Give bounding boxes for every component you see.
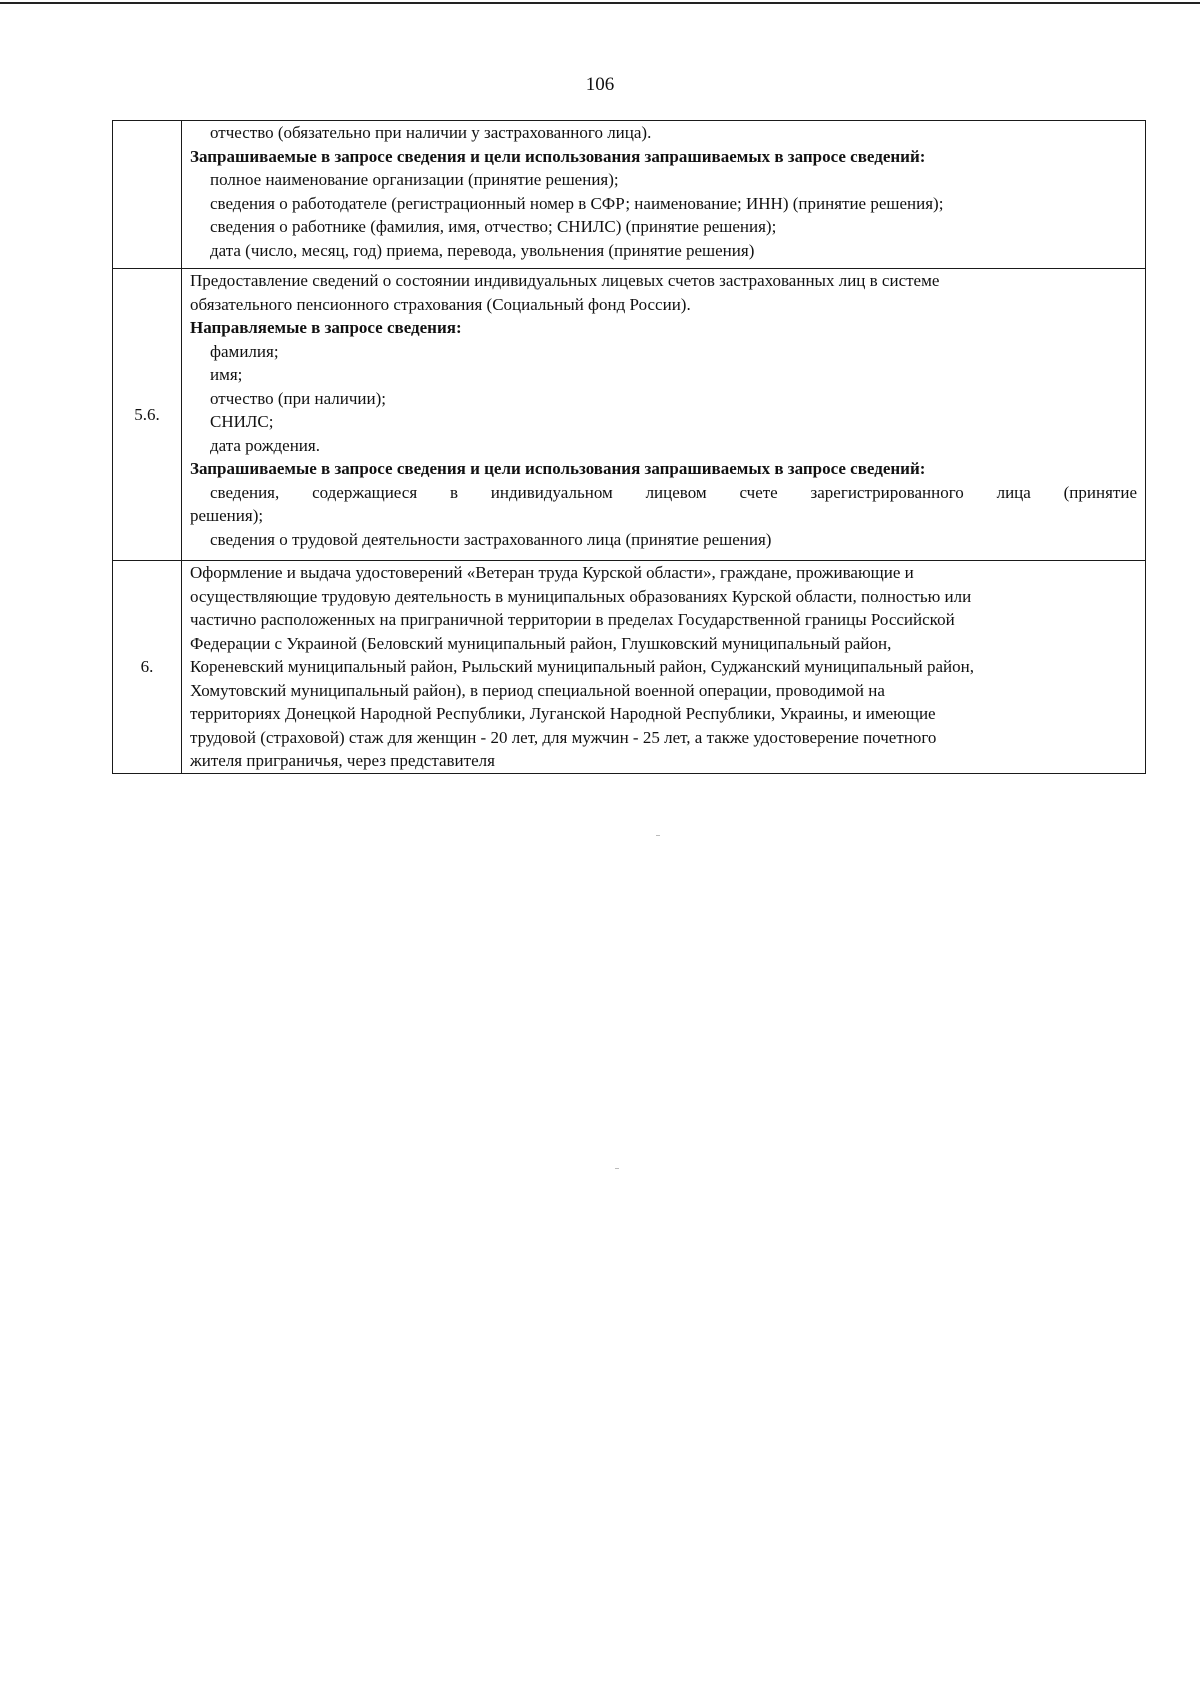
- content-line: Оформление и выдача удостоверений «Ветеран труда Курской области», граждане, проживающие и: [190, 563, 914, 582]
- content-line: имя;: [210, 365, 243, 384]
- section-heading: Запрашиваемые в запросе сведения и цели использования запрашиваемых в запросе сведений:: [190, 459, 926, 478]
- table-row: [113, 269, 1146, 561]
- section-heading: Направляемые в запросе сведения:: [190, 318, 462, 337]
- row-number: 5.6.: [113, 269, 182, 561]
- row-content: [182, 121, 1146, 269]
- content-line: частично расположенных на приграничной территории в пределах Государственной границы Российской: [190, 610, 955, 629]
- content-line: Федерации с Украиной (Беловский муниципальный район, Глушковский муниципальный район,: [190, 633, 892, 653]
- section-heading: Запрашиваемые в запросе сведения и цели использования запрашиваемых в запросе сведений:: [190, 146, 926, 166]
- document-table: [112, 120, 1146, 774]
- content-line: сведения, содержащиеся в индивидуальном лицевом счете зарегистрированного лица (принятие: [210, 482, 1137, 502]
- content-line: дата (число, месяц, год) приема, перевода, увольнения (принятие решения): [210, 240, 755, 260]
- content-line: СНИЛС;: [210, 412, 274, 431]
- row-number: 6.: [113, 561, 182, 774]
- content-line: территориях Донецкой Народной Республики, Луганской Народной Республики, Украины, и имеющие: [190, 704, 936, 723]
- row-content: [182, 561, 1146, 774]
- content-line: осуществляющие трудовую деятельность в муниципальных образованиях Курской области, полностью или: [190, 586, 972, 606]
- row-content: [182, 269, 1146, 561]
- content-line: отчество (при наличии);: [210, 388, 386, 408]
- content-line: отчество (обязательно при наличии у застрахованного лица).: [210, 123, 652, 142]
- content-line: фамилия;: [210, 341, 279, 361]
- content-line: Кореневский муниципальный район, Рыльский муниципальный район, Суджанский муниципальный район,: [190, 657, 974, 676]
- table-row: [113, 561, 1146, 774]
- table-row: [113, 121, 1146, 269]
- scan-speck: [656, 835, 660, 836]
- content-line: сведения о работнике (фамилия, имя, отчество; СНИЛС) (принятие решения);: [210, 217, 777, 236]
- content-line: трудовой (страховой) стаж для женщин - 20 лет, для мужчин - 25 лет, а также удостоверение почетного: [190, 727, 937, 747]
- row-number: [113, 121, 182, 269]
- content-line: полное наименование организации (принятие решения);: [210, 170, 619, 189]
- content-line: сведения о работодателе (регистрационный номер в СФР; наименование; ИНН) (принятие решения);: [210, 193, 944, 213]
- content-line: дата рождения.: [210, 435, 320, 455]
- content-line: решения);: [190, 506, 264, 525]
- page-number: 106: [585, 74, 615, 95]
- content-line: Хомутовский муниципальный район), в период специальной военной операции, проводимой на: [190, 680, 885, 700]
- content-line: сведения о трудовой деятельности застрахованного лица (принятие решения): [210, 529, 772, 549]
- content-line: жителя приграничья, через представителя: [190, 751, 495, 770]
- content-line: обязательного пенсионного страхования (Социальный фонд России).: [190, 294, 691, 314]
- scan-speck: [615, 1168, 619, 1169]
- content-line: Предоставление сведений о состоянии индивидуальных лицевых счетов застрахованных лиц в системе: [190, 271, 940, 290]
- scan-top-edge: [0, 2, 1200, 4]
